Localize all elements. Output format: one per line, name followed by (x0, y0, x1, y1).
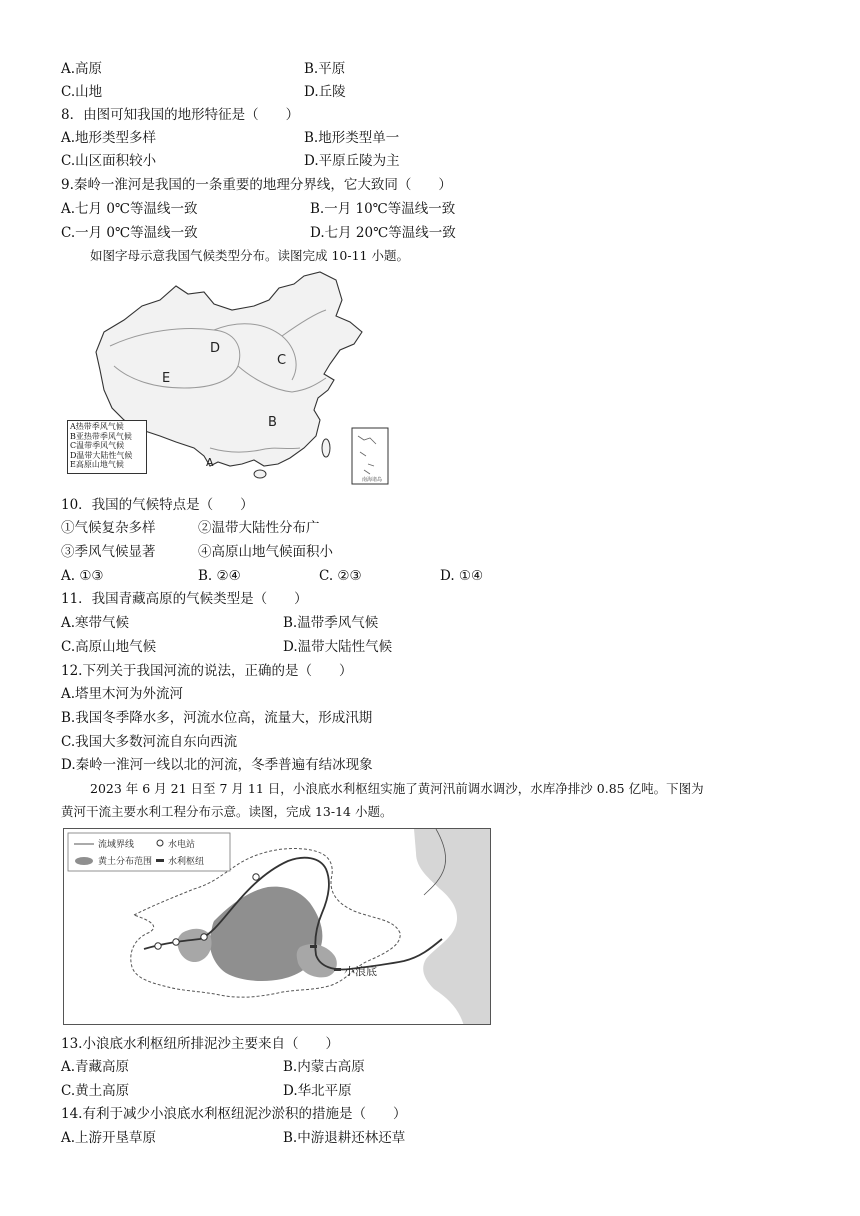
q8-option-d: D.平原丘陵为主 (304, 153, 400, 169)
legend-a: A热带季风气候 (70, 422, 124, 431)
climate-label-b: B (268, 415, 277, 430)
legend-c: C温带季风气候 (70, 441, 125, 450)
legend-watershed: 流域界线 (98, 840, 135, 850)
q14-option-b: B.中游退耕还林还草 (283, 1130, 406, 1146)
q11-option-d: D.温带大陆性气候 (283, 639, 393, 655)
q9-option-d: D.七月 20℃等温线一致 (310, 225, 456, 241)
q8-option-c: C.山区面积较小 (61, 153, 157, 169)
q14-stem: 14.有利于减少小浪底水利枢纽泥沙淤积的措施是（ ） (61, 1106, 407, 1122)
q12-option-c: C.我国大多数河流自东向西流 (61, 734, 238, 750)
q12-option-b: B.我国冬季降水多，河流水位高，流量大，形成汛期 (61, 710, 373, 726)
q14-option-a: A.上游开垦草原 (61, 1130, 157, 1146)
q11-option-c: C.高原山地气候 (61, 639, 157, 655)
q10-option-b: B. ②④ (198, 568, 241, 584)
q13-option-c: C.黄土高原 (61, 1083, 130, 1099)
legend-d: D温带大陆性气候 (70, 450, 133, 460)
intro-13-14-line1: 2023 年 6 月 21 日至 7 月 11 日，小浪底水利枢纽实施了黄河汛前调水调沙，水库净排沙 0.85 亿吨。下图为 (90, 781, 704, 796)
q11-stem: 11．我国青藏高原的气候类型是（ ） (61, 591, 308, 607)
q7-option-a: A.高原 (61, 61, 103, 77)
intro-10-11: 如图字母示意我国气候类型分布。读图完成 10-11 小题。 (90, 248, 409, 263)
q10-option-a: A. ①③ (61, 568, 104, 584)
q11-option-a: A.寒带气候 (61, 615, 130, 631)
q10-item-4: ④高原山地气候面积小 (198, 544, 333, 560)
legend-b: B亚热带季风气候 (70, 431, 132, 441)
q10-item-1: ①气候复杂多样 (61, 520, 156, 536)
climate-map (64, 270, 394, 488)
q12-option-a: A.塔里木河为外流河 (61, 686, 184, 702)
q7-option-c: C.山地 (61, 84, 103, 100)
xiaolangdi-label: 小浪底 (344, 965, 377, 978)
intro-13-14-line2: 黄河干流主要水利工程分布示意。读图，完成 13-14 小题。 (61, 804, 393, 819)
inset-caption: 南海诸岛 (362, 477, 383, 483)
q7-option-b: B.平原 (304, 61, 346, 77)
q12-option-d: D.秦岭一淮河一线以北的河流，冬季普遍有结冰现象 (61, 757, 373, 773)
q10-stem: 10．我国的气候特点是（ ） (61, 497, 254, 513)
q9-option-b: B.一月 10℃等温线一致 (310, 201, 456, 217)
q13-option-d: D.华北平原 (283, 1083, 352, 1099)
legend-hub: 水利枢纽 (168, 857, 205, 867)
q10-option-c: C. ②③ (319, 568, 362, 584)
q7-option-d: D.丘陵 (304, 84, 346, 100)
legend-e: E高原山地气候 (70, 460, 124, 469)
legend-hydro: 水电站 (168, 840, 196, 850)
q8-stem: 8．由图可知我国的地形特征是（ ） (61, 107, 300, 123)
q10-item-2: ②温带大陆性分布广 (198, 520, 320, 536)
climate-label-d: D (210, 341, 221, 356)
climate-legend (67, 420, 147, 474)
climate-label-a: A (206, 456, 214, 469)
q9-option-c: C.一月 0℃等温线一致 (61, 225, 198, 241)
q8-option-b: B.地形类型单一 (304, 130, 400, 146)
legend-loess: 黄土分布范围 (98, 857, 153, 867)
q10-option-d: D. ①④ (440, 568, 484, 584)
q9-stem: 9.秦岭一淮河是我国的一条重要的地理分界线，它大致同（ ） (61, 177, 452, 193)
q13-stem: 13.小浪底水利枢纽所排泥沙主要来自（ ） (61, 1036, 339, 1052)
q11-option-b: B.温带季风气候 (283, 615, 379, 631)
q8-option-a: A.地形类型多样 (61, 130, 157, 146)
q13-option-a: A.青藏高原 (61, 1059, 130, 1075)
climate-label-e: E (162, 371, 171, 386)
q12-stem: 12.下列关于我国河流的说法，正确的是（ ） (61, 663, 353, 679)
q10-item-3: ③季风气候显著 (61, 544, 156, 560)
q13-option-b: B.内蒙古高原 (283, 1059, 365, 1075)
q9-option-a: A.七月 0℃等温线一致 (61, 201, 198, 217)
climate-label-c: C (277, 353, 287, 368)
yellow-river-map (63, 828, 491, 1025)
